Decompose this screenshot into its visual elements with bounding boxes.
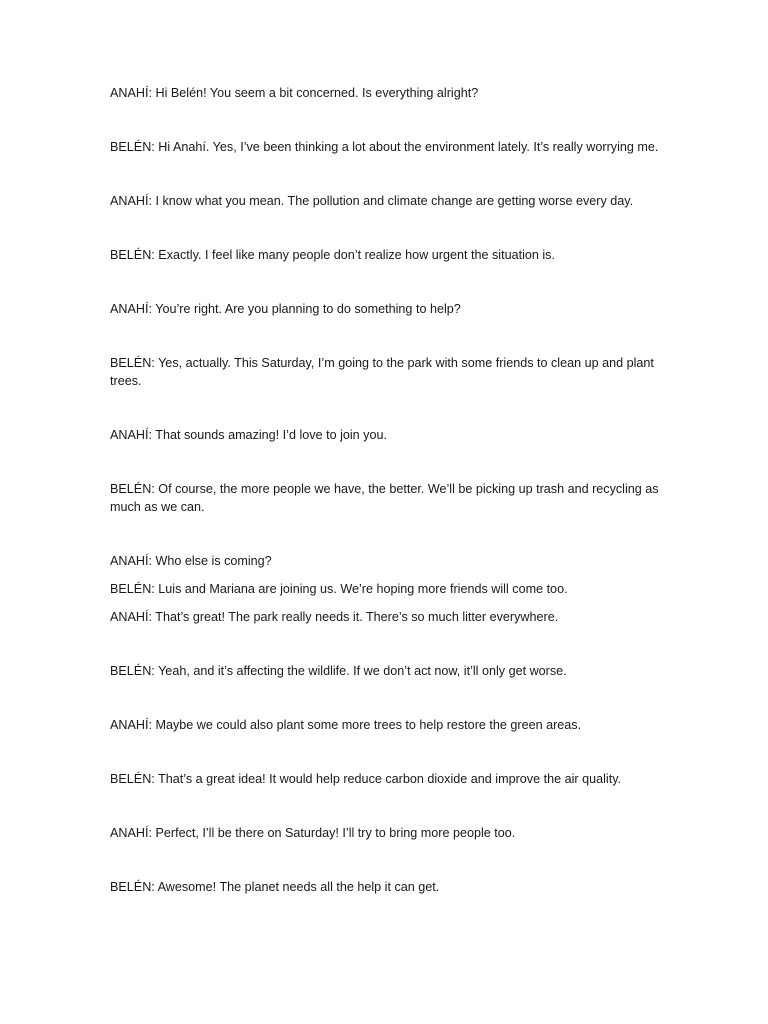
dialogue-line: BELÉN: Awesome! The planet needs all the help it can get. bbox=[110, 880, 440, 894]
dialogue-line: BELÉN: Of course, the more people we have, the better. We’ll be picking up trash and recycling as much as we can. bbox=[110, 482, 659, 514]
dialogue-line: BELÉN: Luis and Mariana are joining us. We’re hoping more friends will come too. bbox=[110, 582, 568, 596]
dialogue-line: ANAHÍ: Who else is coming? bbox=[110, 554, 272, 568]
dialogue-body bbox=[110, 84, 662, 896]
dialogue-line: ANAHÍ: You’re right. Are you planning to do something to help? bbox=[110, 302, 461, 316]
dialogue-line: ANAHÍ: Perfect, I’ll be there on Saturday! I’ll try to bring more people too. bbox=[110, 826, 516, 840]
dialogue-line: ANAHÍ: Hi Belén! You seem a bit concerned. Is everything alright? bbox=[110, 86, 479, 100]
dialogue-line: ANAHÍ: That’s great! The park really needs it. There’s so much litter everywhere. bbox=[110, 610, 559, 624]
dialogue-line: BELÉN: That’s a great idea! It would help reduce carbon dioxide and improve the air quality. bbox=[110, 772, 622, 786]
dialogue-line: BELÉN: Exactly. I feel like many people don’t realize how urgent the situation is. bbox=[110, 248, 555, 262]
dialogue-line: BELÉN: Yes, actually. This Saturday, I’m going to the park with some friends to clean up and plant trees. bbox=[110, 356, 654, 388]
dialogue-line: BELÉN: Yeah, and it’s affecting the wildlife. If we don’t act now, it’ll only get worse. bbox=[110, 664, 567, 678]
dialogue-line: ANAHÍ: I know what you mean. The pollution and climate change are getting worse every day. bbox=[110, 194, 634, 208]
dialogue-line: ANAHÍ: That sounds amazing! I’d love to join you. bbox=[110, 428, 387, 442]
dialogue-line: BELÉN: Hi Anahí. Yes, I’ve been thinking a lot about the environment lately. It’s really worrying me. bbox=[110, 140, 659, 154]
dialogue-line: ANAHÍ: Maybe we could also plant some more trees to help restore the green areas. bbox=[110, 718, 582, 732]
